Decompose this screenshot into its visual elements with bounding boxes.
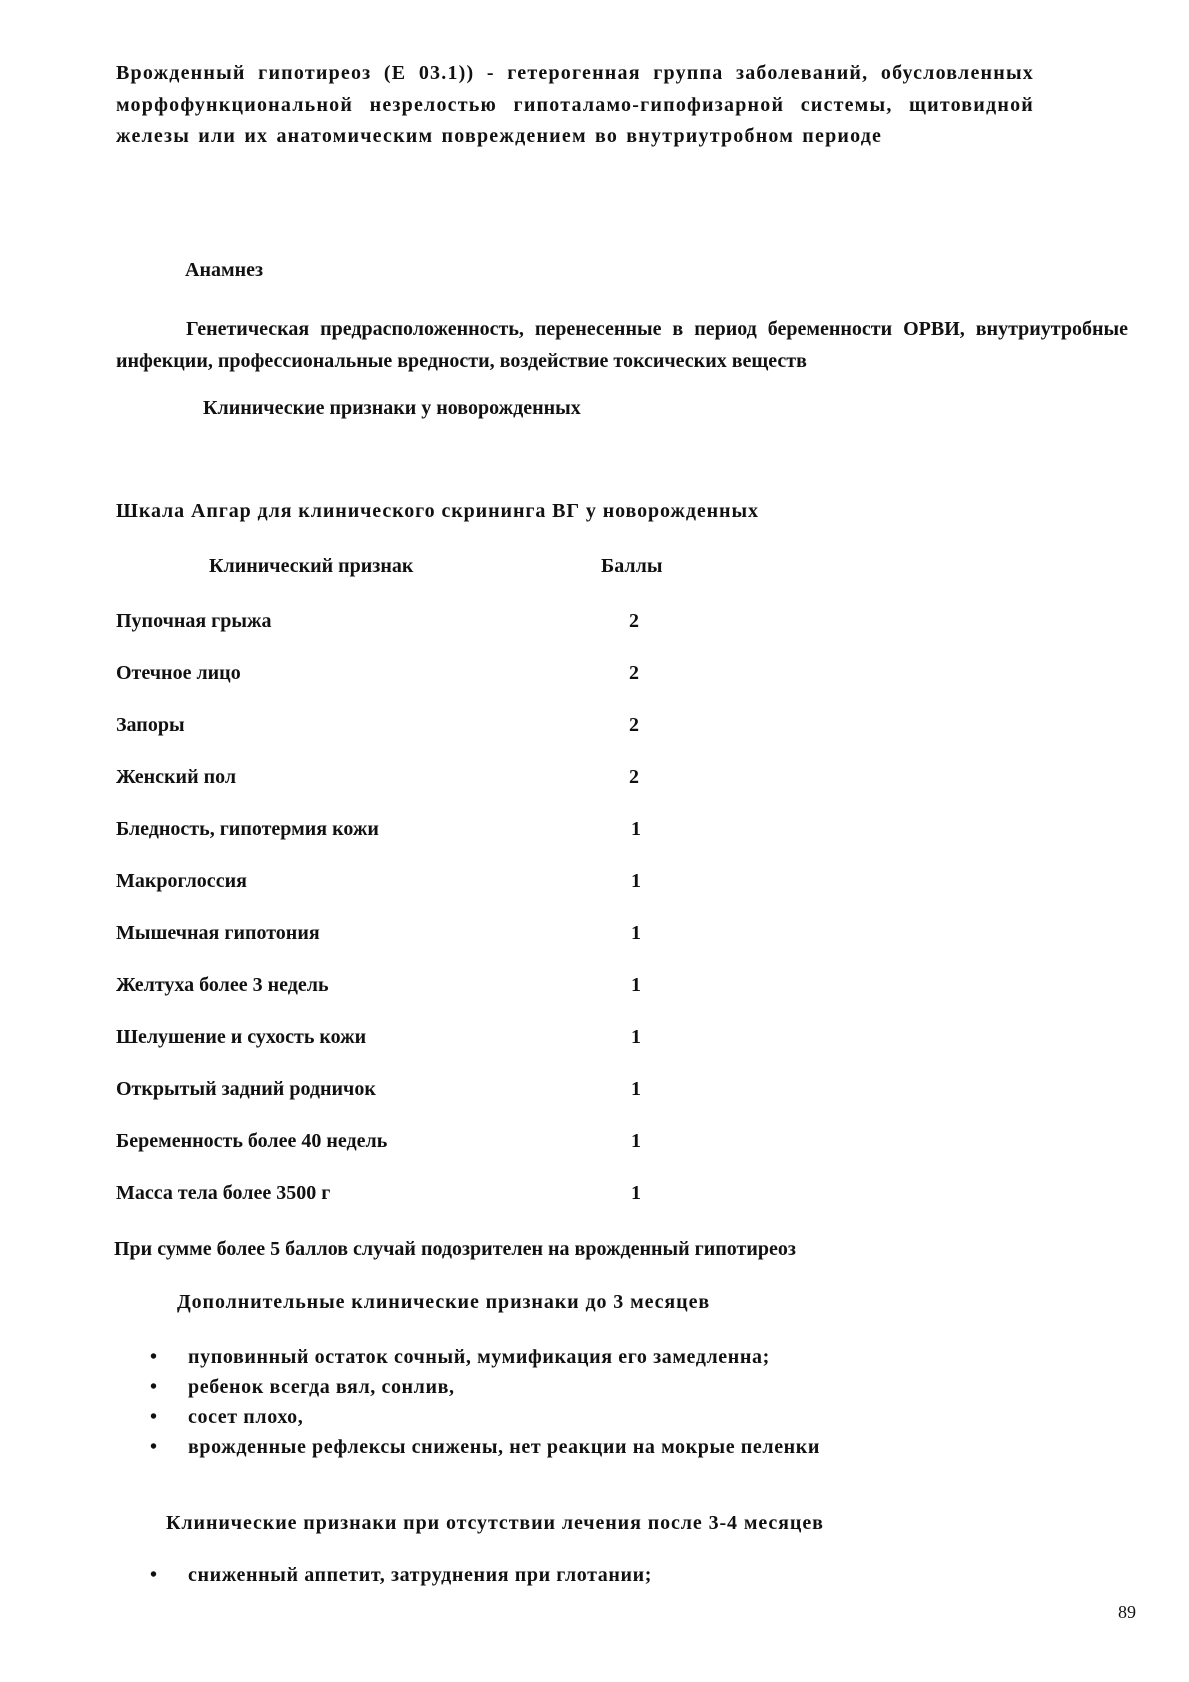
row-score: 1 [631,818,641,840]
row-sign: Запоры [116,714,185,736]
row-score: 1 [631,1130,641,1152]
newborn-signs-heading: Клинические признаки у новорожденных [203,397,581,419]
row-score: 2 [629,610,639,632]
row-sign: Отечное лицо [116,662,241,684]
row-sign: Шелушение и сухость кожи [116,1026,367,1048]
row-sign: Мышечная гипотония [116,922,320,944]
row-score: 2 [629,662,639,684]
row-sign: Пупочная грыжа [116,610,272,632]
anamnesis-text: Генетическая предрасположенность, перенесенные в период беременности ОРВИ, внутриутробные инфекции, профессиональные вредности, воздействие токсических веществ [116,318,1128,372]
row-score: 1 [631,870,641,892]
row-sign: Беременность более 40 недель [116,1130,388,1152]
score-threshold-note: При сумме более 5 баллов случай подозрителен на врожденный гипотиреоз [114,1238,796,1260]
list-item [150,1560,652,1590]
additional-signs-heading: Дополнительные клинические признаки до 3 месяцев [177,1291,711,1313]
row-sign: Открытый задний родничок [116,1078,376,1100]
list-item [150,1402,820,1432]
untreated-signs-heading: Клинические признаки при отсутствии лечения после 3-4 месяцев [166,1512,824,1534]
bullet-icon: • [150,1406,158,1428]
page-number: 89 [1118,1602,1136,1622]
row-score: 1 [631,1182,641,1204]
bullet-icon: • [150,1564,158,1586]
row-score: 2 [629,766,639,788]
untreated-signs-list [150,1560,652,1590]
row-score: 2 [629,714,639,736]
row-score: 1 [631,1078,641,1100]
list-item-text: врожденные рефлексы снижены, нет реакции на мокрые пеленки [188,1436,821,1458]
row-sign: Желтуха более 3 недель [116,974,329,996]
row-sign: Макроглоссия [116,870,247,892]
row-sign: Бледность, гипотермия кожи [116,818,379,840]
row-sign: Женский пол [116,766,237,788]
anamnesis-heading: Анамнез [185,259,264,281]
bullet-icon: • [150,1436,158,1458]
row-score: 1 [631,1026,641,1048]
bullet-icon: • [150,1346,158,1368]
list-item-text: пуповинный остаток сочный, мумификация его замедленна; [188,1346,770,1368]
row-score: 1 [631,974,641,996]
list-item-text: сниженный аппетит, затруднения при глотании; [188,1564,653,1586]
list-item-text: сосет плохо, [188,1406,304,1428]
col-header-score: Баллы [601,555,663,577]
row-score: 1 [631,922,641,944]
list-item [150,1342,820,1372]
apgar-table-title: Шкала Апгар для клинического скрининга ВГ у новорожденных [116,500,759,522]
list-item [150,1432,820,1462]
bullet-icon: • [150,1376,158,1398]
col-header-sign: Клинический признак [209,555,414,577]
row-sign: Масса тела более 3500 г [116,1182,331,1204]
additional-signs-list [150,1342,820,1462]
list-item-text: ребенок всегда вял, сонлив, [188,1376,455,1398]
list-item [150,1372,820,1402]
intro-definition: Врожденный гипотиреоз (Е 03.1)) - гетерогенная группа заболеваний, обусловленных морфофункциональной незрелостью гипоталамо-гипофизарной системы, щитовидной железы или их анатомическим повреждением во внутриутробном периоде [116,62,1034,147]
